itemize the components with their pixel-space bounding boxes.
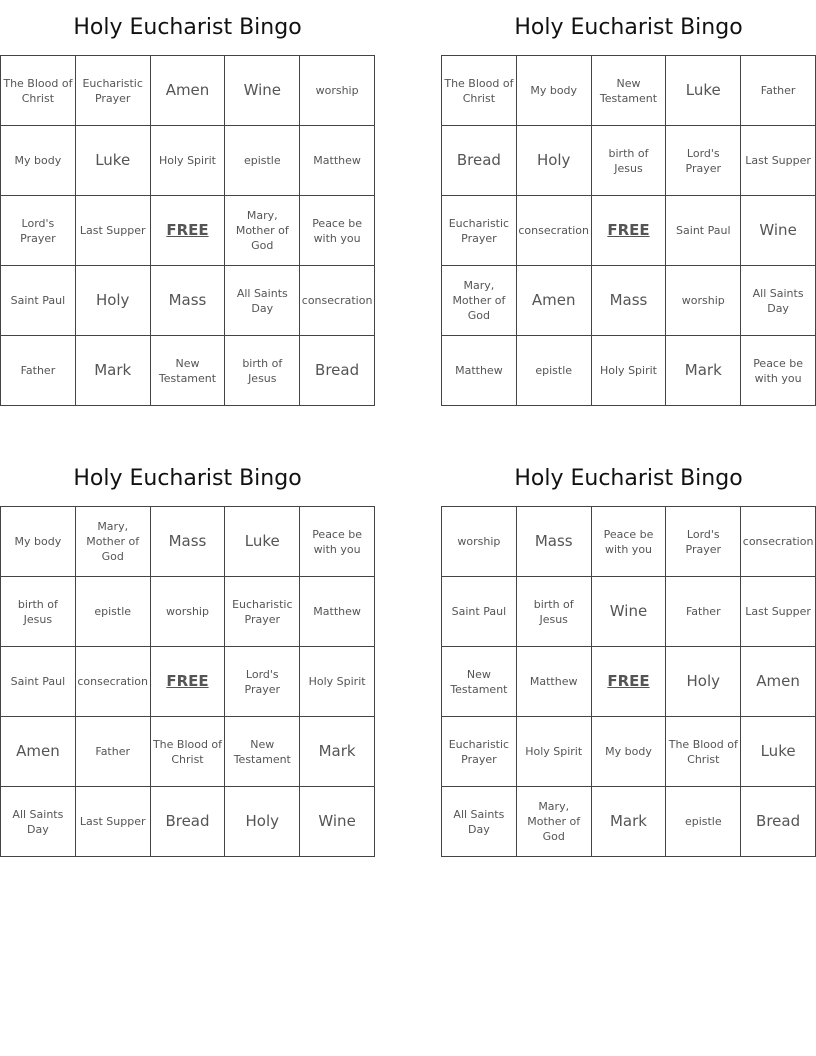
bingo-cell: worship (300, 56, 375, 126)
bingo-cell: Mass (517, 507, 592, 577)
bingo-cell: Wine (741, 196, 816, 266)
bingo-card-2 (441, 0, 816, 406)
bingo-cell: birth of Jesus (1, 577, 76, 647)
free-space-cell: FREE (151, 196, 226, 266)
bingo-cell: Luke (225, 507, 300, 577)
bingo-cell: Amen (1, 717, 76, 787)
bingo-cell: worship (151, 577, 226, 647)
card-title: Holy Eucharist Bingo (73, 466, 302, 491)
bingo-cell: Father (76, 717, 151, 787)
bingo-cell: Matthew (517, 647, 592, 717)
bingo-cell: Wine (225, 56, 300, 126)
bingo-cell: Father (1, 336, 76, 406)
bingo-cell: My body (1, 126, 76, 196)
bingo-grid (441, 55, 816, 406)
bingo-cell: Matthew (300, 577, 375, 647)
bingo-cell: birth of Jesus (517, 577, 592, 647)
bingo-cell: All Saints Day (1, 787, 76, 857)
bingo-cell: consecration (741, 507, 816, 577)
bingo-grid (0, 55, 375, 406)
bingo-cell: Amen (517, 266, 592, 336)
bingo-cell: All Saints Day (741, 266, 816, 336)
bingo-grid (0, 506, 375, 857)
bingo-cell: Holy (517, 126, 592, 196)
bingo-cell: Mary, Mother of God (225, 196, 300, 266)
bingo-cell: Matthew (300, 126, 375, 196)
bingo-cell: The Blood of Christ (1, 56, 76, 126)
bingo-cell: Mark (76, 336, 151, 406)
bingo-cell: Bread (300, 336, 375, 406)
bingo-cell: Eucharistic Prayer (76, 56, 151, 126)
bingo-cell: Mass (592, 266, 667, 336)
bingo-cell: Bread (442, 126, 517, 196)
bingo-cell: Eucharistic Prayer (225, 577, 300, 647)
bingo-cell: Eucharistic Prayer (442, 717, 517, 787)
bingo-cell: Luke (76, 126, 151, 196)
bingo-cell: Saint Paul (442, 577, 517, 647)
bingo-cell: epistle (666, 787, 741, 857)
bingo-cell: worship (442, 507, 517, 577)
bingo-card-1 (0, 0, 375, 406)
bingo-cell: New Testament (592, 56, 667, 126)
bingo-cell: Peace be with you (741, 336, 816, 406)
card-title: Holy Eucharist Bingo (73, 15, 302, 40)
bingo-cell: epistle (225, 126, 300, 196)
bingo-cell: Eucharistic Prayer (442, 196, 517, 266)
free-space-cell: FREE (592, 196, 667, 266)
bingo-cell: The Blood of Christ (666, 717, 741, 787)
bingo-cell: My body (517, 56, 592, 126)
bingo-cell: Holy Spirit (300, 647, 375, 717)
bingo-cell: Mark (592, 787, 667, 857)
bingo-cell: Matthew (442, 336, 517, 406)
bingo-cell: New Testament (442, 647, 517, 717)
bingo-cell: Holy Spirit (151, 126, 226, 196)
bingo-card-4 (441, 451, 816, 857)
bingo-cell: Wine (592, 577, 667, 647)
bingo-cell: Lord's Prayer (1, 196, 76, 266)
bingo-cell: Mark (300, 717, 375, 787)
bingo-cell: My body (592, 717, 667, 787)
bingo-grid (441, 506, 816, 857)
bingo-cell: Peace be with you (300, 507, 375, 577)
bingo-cell: birth of Jesus (225, 336, 300, 406)
bingo-cell: Last Supper (741, 126, 816, 196)
bingo-cell: Bread (151, 787, 226, 857)
bingo-cell: Peace be with you (592, 507, 667, 577)
bingo-cell: Mass (151, 507, 226, 577)
bingo-cell: Lord's Prayer (666, 507, 741, 577)
card-title: Holy Eucharist Bingo (514, 466, 743, 491)
bingo-cell: Lord's Prayer (666, 126, 741, 196)
bingo-cell: New Testament (225, 717, 300, 787)
bingo-cell: The Blood of Christ (442, 56, 517, 126)
bingo-cell: Mary, Mother of God (442, 266, 517, 336)
bingo-cell: Bread (741, 787, 816, 857)
free-space-cell: FREE (592, 647, 667, 717)
bingo-cell: Mark (666, 336, 741, 406)
bingo-cell: birth of Jesus (592, 126, 667, 196)
bingo-cell: Last Supper (76, 787, 151, 857)
bingo-cell: Father (666, 577, 741, 647)
bingo-cell: New Testament (151, 336, 226, 406)
bingo-cell: consecration (517, 196, 592, 266)
bingo-cell: worship (666, 266, 741, 336)
bingo-cell: All Saints Day (442, 787, 517, 857)
bingo-cell: Luke (741, 717, 816, 787)
bingo-cell: Lord's Prayer (225, 647, 300, 717)
bingo-cell: epistle (76, 577, 151, 647)
bingo-cell: Holy Spirit (517, 717, 592, 787)
bingo-cell: Holy (76, 266, 151, 336)
bingo-cell: Last Supper (741, 577, 816, 647)
bingo-cell: Last Supper (76, 196, 151, 266)
bingo-cell: Peace be with you (300, 196, 375, 266)
bingo-cell: Saint Paul (1, 647, 76, 717)
bingo-cell: Amen (741, 647, 816, 717)
bingo-cell: epistle (517, 336, 592, 406)
bingo-cell: Luke (666, 56, 741, 126)
bingo-cell: Wine (300, 787, 375, 857)
card-title: Holy Eucharist Bingo (514, 15, 743, 40)
bingo-cell: Mass (151, 266, 226, 336)
bingo-cell: consecration (300, 266, 375, 336)
bingo-cell: Amen (151, 56, 226, 126)
free-space-cell: FREE (151, 647, 226, 717)
bingo-cell: consecration (76, 647, 151, 717)
bingo-cell: Mary, Mother of God (76, 507, 151, 577)
bingo-cell: Holy Spirit (592, 336, 667, 406)
bingo-cell: Holy (225, 787, 300, 857)
bingo-cell: Holy (666, 647, 741, 717)
bingo-cell: The Blood of Christ (151, 717, 226, 787)
bingo-card-3 (0, 451, 375, 857)
bingo-cell: Father (741, 56, 816, 126)
bingo-cell: Saint Paul (666, 196, 741, 266)
bingo-cell: All Saints Day (225, 266, 300, 336)
bingo-cell: Saint Paul (1, 266, 76, 336)
bingo-cell: My body (1, 507, 76, 577)
bingo-cell: Mary, Mother of God (517, 787, 592, 857)
